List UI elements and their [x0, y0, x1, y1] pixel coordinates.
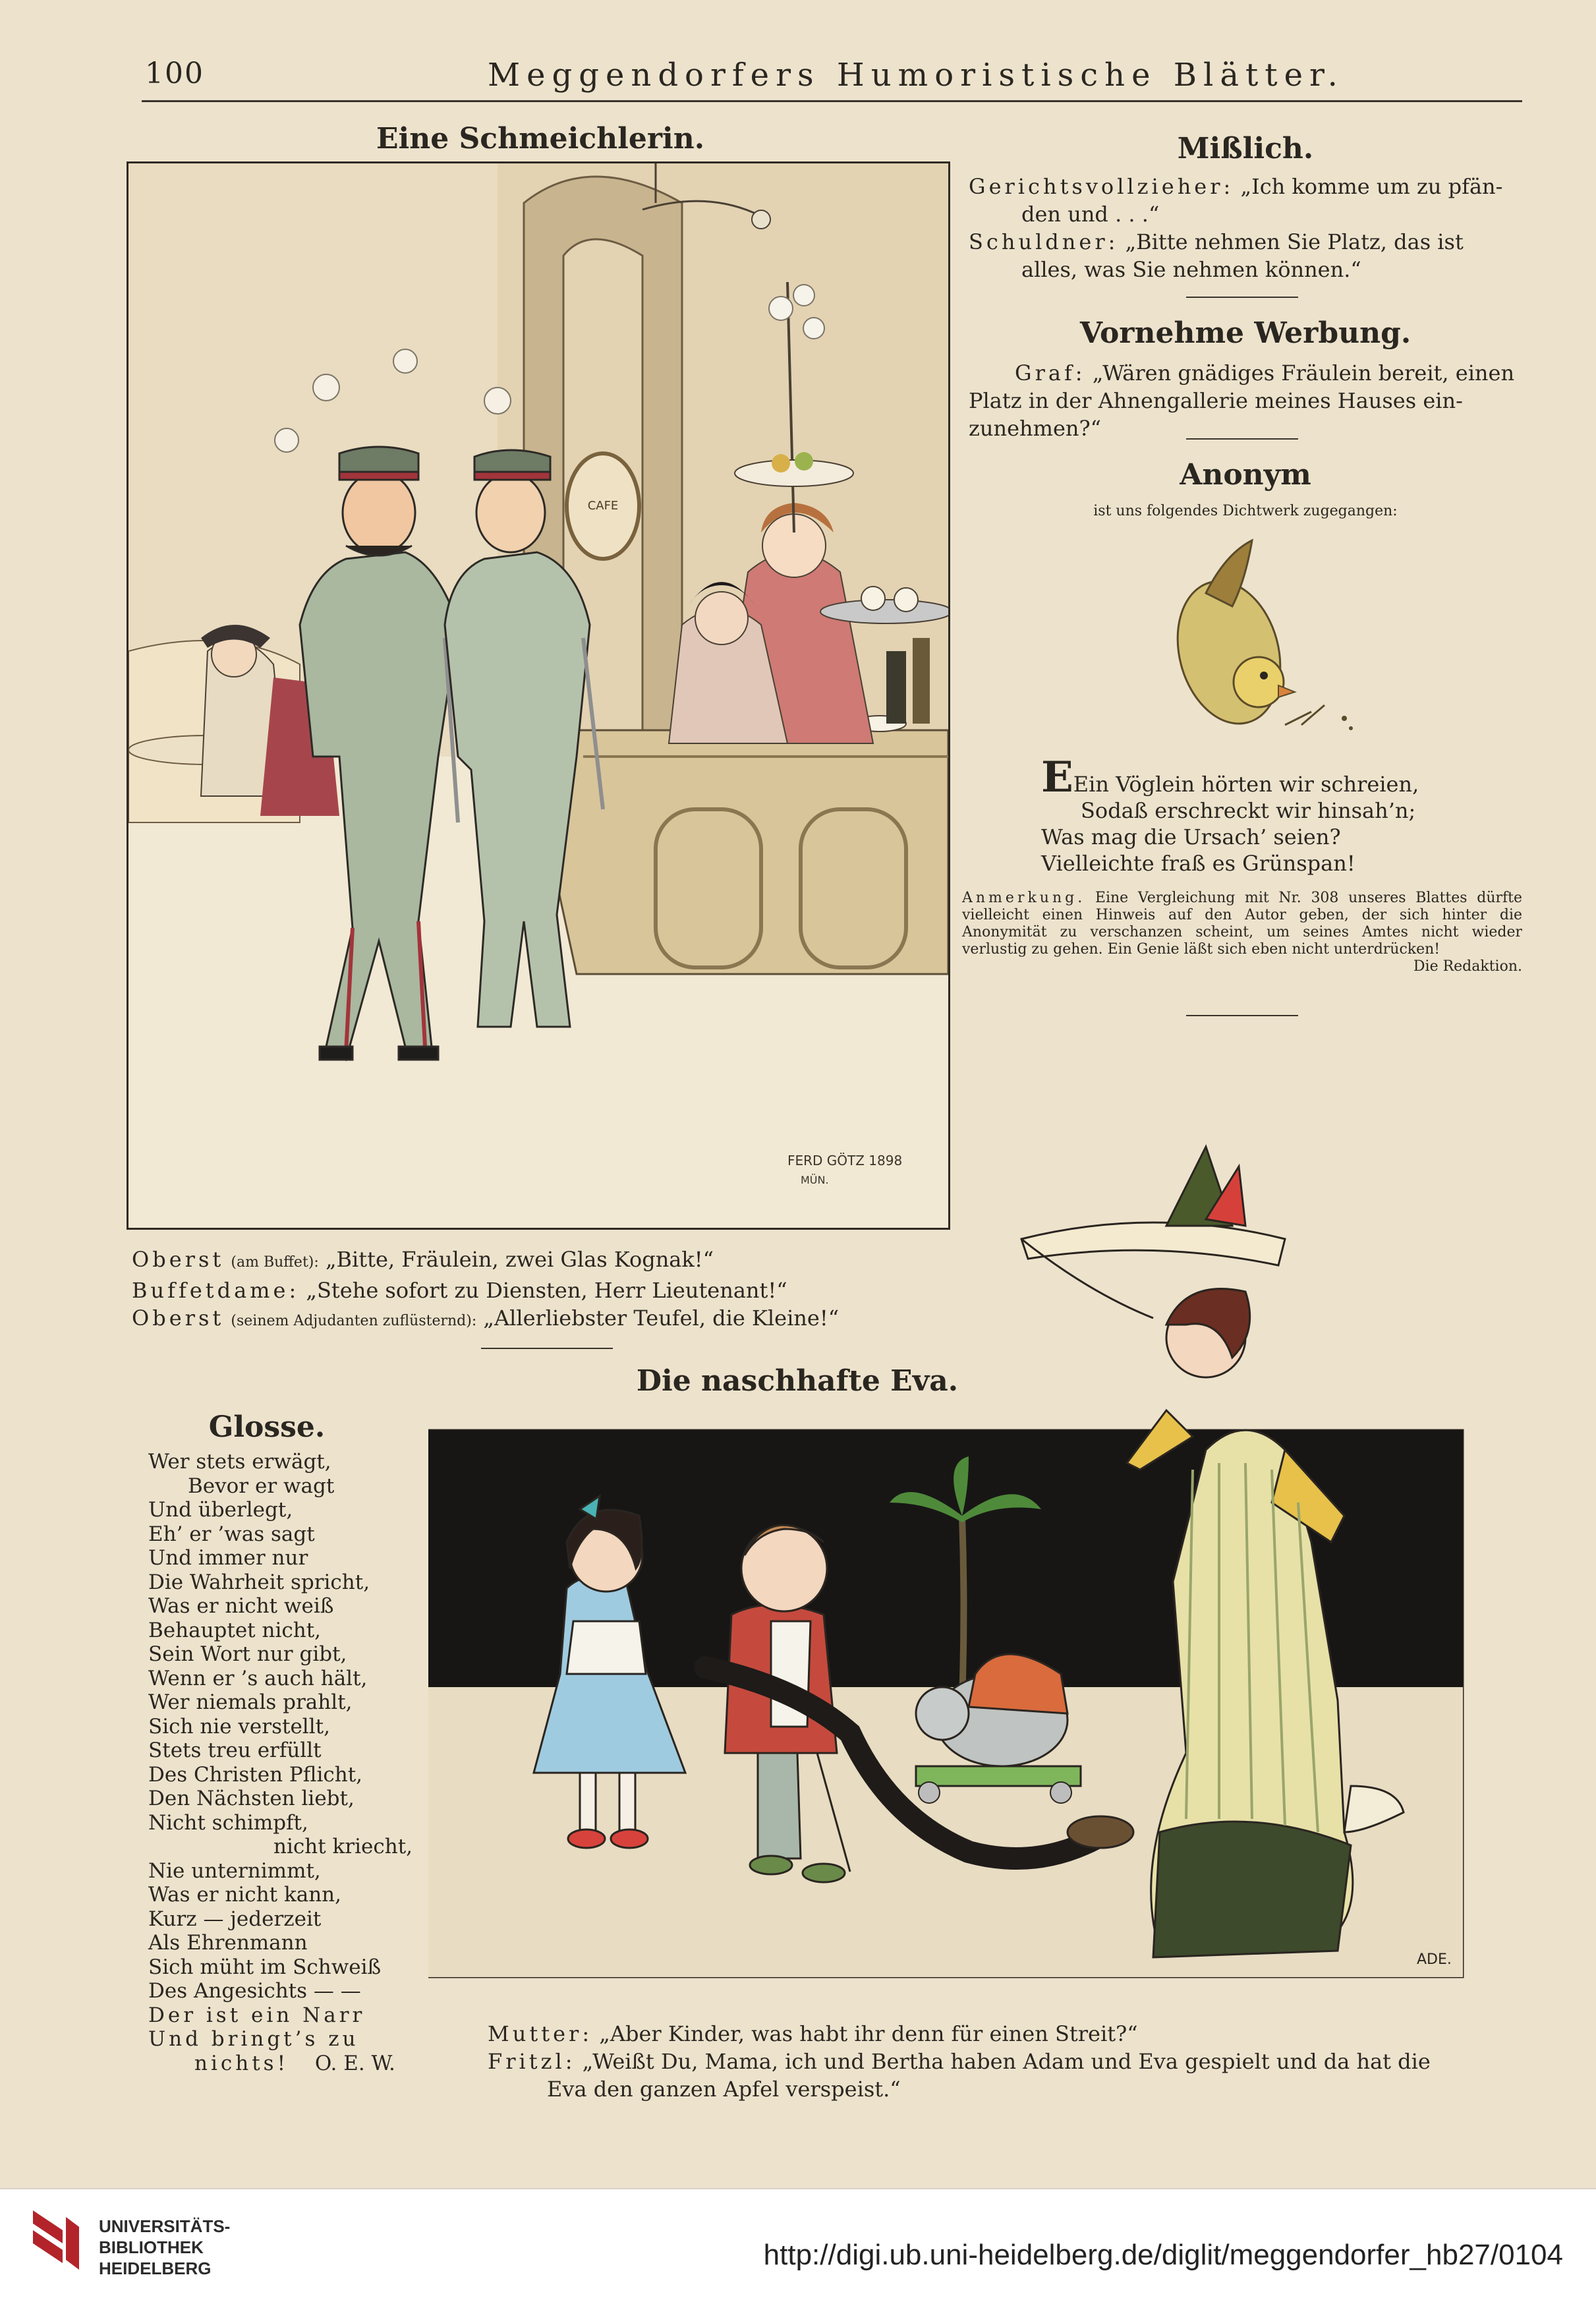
caption-line: Oberst (am Buffet): „Bitte, Fräulein, zwei Glas Kognak!“: [132, 1247, 714, 1272]
section-divider: [1186, 438, 1298, 440]
section-divider: [1186, 1015, 1298, 1016]
anonym-note: Anmerkung. Eine Vergleichung mit Nr. 308 unseres Blattes dürfte vielleicht einen Hinweis auf den Autor geben, der sich hinter die Anonymität zu verschanzen scheint, um seines Amtes nicht wieder verlustig zu gehen. Ein Genie läßt sich eben nicht unterdrücken! Die Redaktion.: [962, 890, 1523, 975]
source-url-link[interactable]: http://digi.ub.uni-heidelberg.de/diglit/meggendorfer_hb27/0104: [763, 2239, 1563, 2271]
cartoon2-signature: ADE.: [1417, 1951, 1452, 1968]
caption-line: Buffetdame: „Stehe sofort zu Diensten, Herr Lieutenant!“: [132, 1278, 787, 1303]
glosse-title: Glosse.: [208, 1410, 326, 1444]
caption-line: Oberst (seinem Adjudanten zuflüsternd): „Allerliebster Teufel, die Kleine!“: [132, 1306, 840, 1331]
cartoon2-caption: Mutter: „Aber Kinder, was habt ihr denn für einen Streit?“ Fritzl: „Weißt Du, Mama, ich und Bertha haben Adam und Eva gespielt und da hat die Eva den ganzen Apfel verspeist.“: [488, 2021, 1431, 2102]
bird-illustration: [1153, 527, 1384, 745]
library-logo-icon: [26, 2204, 86, 2276]
misslich-title: Mißlich.: [1177, 132, 1314, 165]
header-rule: [142, 100, 1522, 102]
anonym-poem: EEin Vöglein hörten wir schreien, Sodaß erschreckt wir hinsah’n; Was mag die Ursach’ seien? Vielleichte fraß es Grünspan!: [1041, 753, 1419, 876]
glosse-poem: Wer stets erwägt, Bevor er wagt Und überlegt, Eh’ er ’was sagt Und immer nur Die Wahrheit spricht, Was er nicht weiß Behauptet nicht, Sein Wort nur gibt, Wenn er ’s auch hält, Wer niemals prahlt, Sich nie verstellt, Stets treu erfüllt Des Christen Pflicht, Den Nächsten liebt, Nicht schimpft, nicht kriecht, Nie unternimmt, Was er nicht kann, Kurz — jederzeit Als Ehrenmann Sich müht im Schweiß Des Angesichts — — Der ist ein Narr Und bringt’s zu nichts! O. E. W.: [148, 1450, 413, 2075]
library-name: UNIVERSITÄTS- BIBLIOTHEK HEIDELBERG: [99, 2216, 231, 2278]
section-divider: [1186, 297, 1298, 298]
cartoon1-signature-city: MÜN.: [801, 1174, 829, 1186]
cartoon1-title: Eine Schmeichlerin.: [376, 122, 705, 156]
cartoon2-illustration: [428, 1041, 1555, 2030]
anonym-title: Anonym: [1180, 458, 1311, 492]
anonym-subtitle: ist uns folgendes Dichtwerk zugegangen:: [1093, 503, 1398, 519]
werbung-text: Graf: „Wären gnädiges Fräulein bereit, einen Platz in der Ahnengallerie meines Hauses ein- zunehmen?“: [969, 360, 1515, 441]
cartoon1-signature: FERD GÖTZ 1898: [787, 1153, 903, 1168]
magazine-title: Meggendorfers Humoristische Blätter.: [488, 57, 1344, 94]
cartoon2-title: Die naschhafte Eva.: [636, 1364, 959, 1398]
cafe-sign-text: CAFE: [587, 499, 619, 513]
werbung-title: Vornehme Werbung.: [1079, 316, 1411, 350]
footer-bar: [0, 2188, 1596, 2302]
misslich-text: Gerichtsvollzieher: „Ich komme um zu pfän- den und . . .“ Schuldner: „Bitte nehmen Sie Platz, das ist alles, was Sie nehmen können.“: [969, 174, 1503, 282]
page-number: 100: [145, 57, 204, 90]
